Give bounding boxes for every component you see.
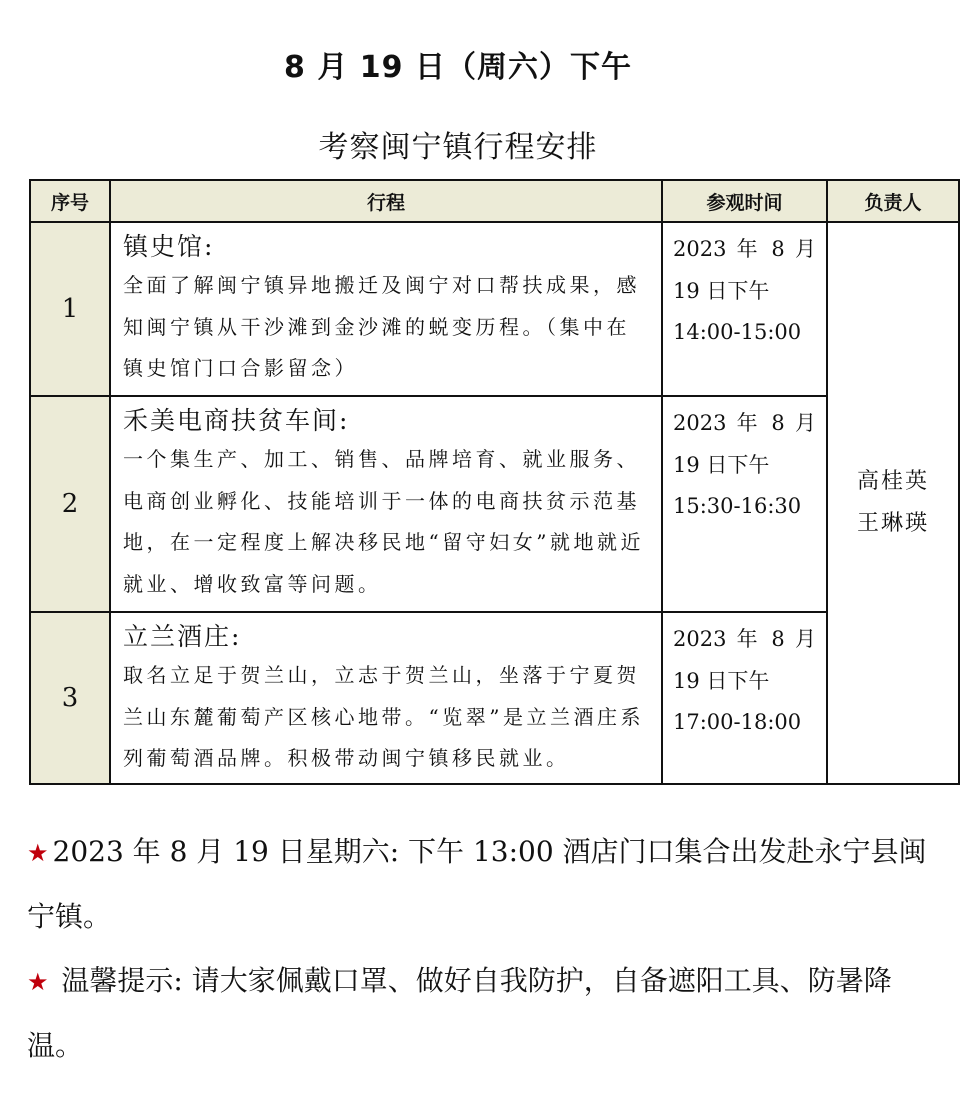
itinerary-title: 禾美电商扶贫车间: [123,406,350,435]
itinerary-description: 取名立足于贺兰山，立志于贺兰山，坐落于宁夏贺兰山东麓葡萄产区核心地带。“览翠”是立兰酒庄系列葡萄酒品牌。积极带动闽宁镇移民就业。 [123,663,644,770]
itinerary-cell [110,222,662,396]
row-seq: 3 [30,612,110,784]
col-header-itinerary: 行程 [110,180,662,222]
visit-time-cell [662,222,827,396]
row-seq: 1 [30,222,110,396]
itinerary-title: 立兰酒庄: [123,622,242,651]
schedule-table [29,179,960,785]
table-row [30,612,959,784]
row-seq: 2 [30,396,110,612]
itinerary-cell [110,396,662,612]
visit-hours: 17:00-18:00 [673,710,802,734]
owner-cell [827,222,959,784]
visit-time-cell [662,612,827,784]
table-row [30,222,959,396]
page-title: 考察闽宁镇行程安排 [318,130,598,165]
owner-name: 高桂英 [856,469,929,494]
visit-date: 2023 年 8 月 [673,627,816,651]
assembly-note-text: 2023 年 8 月 19 日星期六: 下午 13:00 酒店门口集合出发赴永宁县闽宁镇。 [27,835,927,933]
visit-hours: 15:30-16:30 [673,494,802,518]
star-icon: ★ [27,968,49,996]
col-header-owner: 负责人 [827,180,959,222]
visit-date: 2023 年 8 月 [673,411,816,435]
col-header-visit-time: 参观时间 [662,180,827,222]
page-date-heading: 8 月 19 日（周六）下午 [284,50,632,85]
itinerary-cell [110,612,662,784]
table-header-row [30,180,959,222]
star-icon: ★ [27,839,49,867]
reminder-note-text: 温馨提示: 请大家佩戴口罩、做好自我防护，自备遮阳工具、防暑降温。 [27,964,892,1062]
owner-name: 王琳瑛 [856,511,929,536]
itinerary-description: 一个集生产、加工、销售、品牌培育、就业服务、电商创业孵化、技能培训于一体的电商扶贫示范基地，在一定程度上解决移民地“留守妇女”就地就近就业、增收致富等问题。 [123,447,644,596]
col-header-seq: 序号 [30,180,110,222]
assembly-note [27,820,927,949]
itinerary-title: 镇史馆: [123,232,215,261]
visit-hours: 14:00-15:00 [673,320,802,344]
visit-date: 2023 年 8 月 [673,237,816,261]
reminder-note [27,949,927,1078]
visit-time-cell [662,396,827,612]
table-row [30,396,959,612]
visit-day: 19 日下午 [673,452,770,477]
itinerary-description: 全面了解闽宁镇异地搬迁及闽宁对口帮扶成果，感知闽宁镇从干沙滩到金沙滩的蜕变历程。（集中在镇史馆门口合影留念） [123,273,640,380]
notes-section [27,820,927,1078]
visit-day: 19 日下午 [673,668,770,693]
visit-day: 19 日下午 [673,278,770,303]
